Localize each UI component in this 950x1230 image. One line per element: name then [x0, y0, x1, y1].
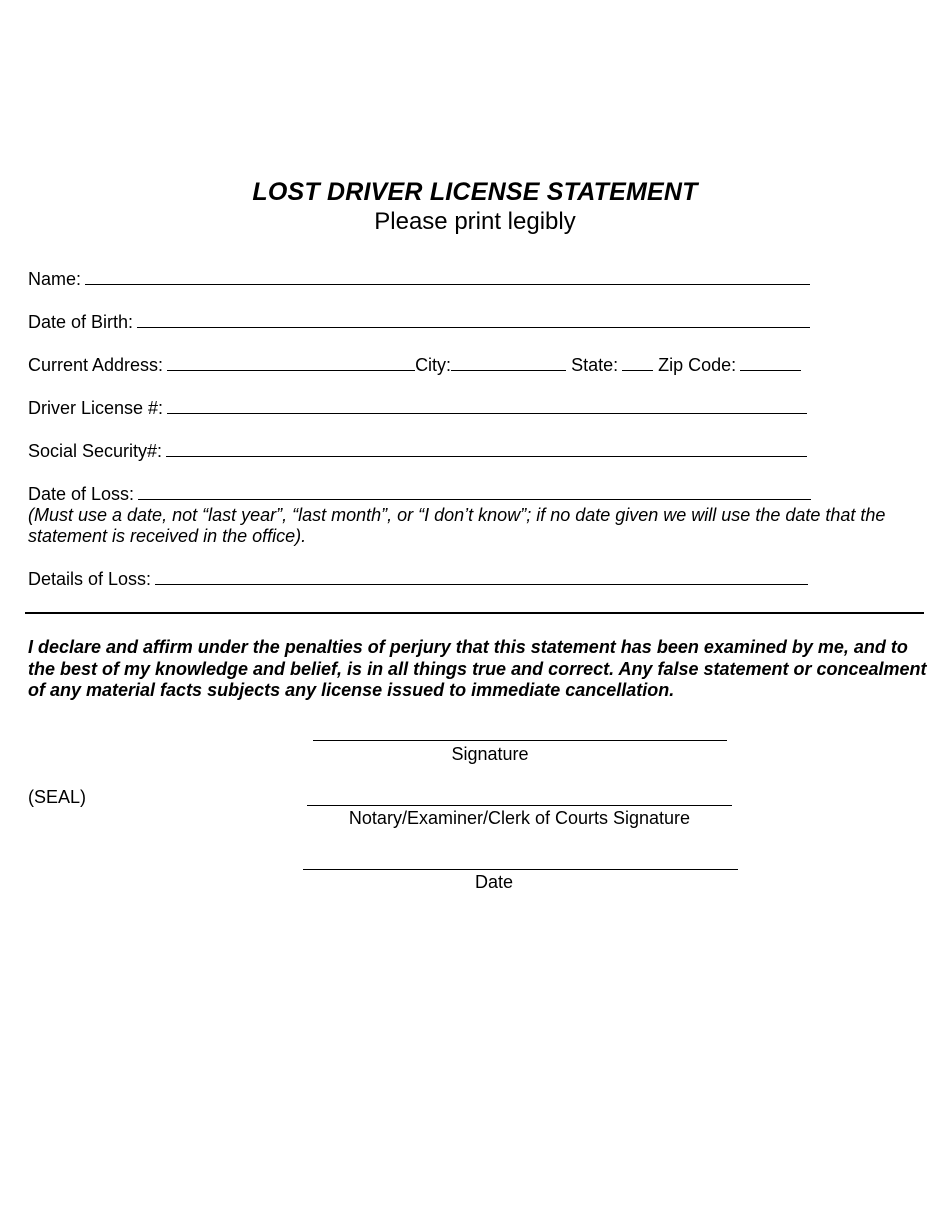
- form-title: LOST DRIVER LICENSE STATEMENT: [252, 178, 698, 206]
- notary-signature-label: Notary/Examiner/Clerk of Courts Signature: [348, 808, 691, 828]
- zip-label: Zip Code:: [658, 355, 737, 375]
- signature-label: Signature: [451, 744, 529, 764]
- perjury-declaration: I declare and affirm under the penalties of perjury that this statement has been examined by me, and to the best of my knowledge and belief, is in all things true and correct. Any false statement or concealment of any material facts subjects any license issued to immediate cancellation.: [28, 637, 927, 700]
- city-label: City:: [415, 355, 452, 375]
- date-signature-label: Date: [474, 872, 514, 892]
- address-row: [28, 354, 801, 376]
- details-field[interactable]: [155, 568, 808, 585]
- address-label: Current Address:: [28, 355, 164, 375]
- address-field[interactable]: [167, 354, 415, 371]
- zip-field[interactable]: [740, 354, 801, 371]
- form-subtitle: Please print legibly: [374, 208, 576, 235]
- city-field[interactable]: [451, 354, 566, 371]
- dob-label: Date of Birth:: [28, 312, 134, 332]
- date-of-loss-label: Date of Loss:: [28, 484, 135, 504]
- date-signature-line[interactable]: [303, 869, 738, 870]
- license-field[interactable]: [167, 397, 807, 414]
- dob-field[interactable]: [137, 311, 810, 328]
- name-label: Name:: [28, 269, 82, 289]
- date-of-loss-note: (Must use a date, not “last year”, “last month”, or “I don’t know”; if no date given we will use the date that the statement is received in the office).: [28, 505, 886, 546]
- details-label: Details of Loss:: [28, 569, 152, 589]
- details-row: [28, 568, 808, 590]
- state-field[interactable]: [622, 354, 653, 371]
- seal-label: (SEAL): [28, 787, 87, 807]
- date-of-loss-field[interactable]: [138, 483, 811, 500]
- signature-line[interactable]: [313, 740, 727, 741]
- ssn-row: [28, 440, 807, 462]
- notary-signature-line[interactable]: [307, 805, 732, 806]
- dob-row: [28, 311, 810, 333]
- ssn-label: Social Security#:: [28, 441, 163, 461]
- state-label: State:: [571, 355, 619, 375]
- license-label: Driver License #:: [28, 398, 164, 418]
- date-of-loss-row: [28, 483, 811, 505]
- license-row: [28, 397, 807, 419]
- name-field[interactable]: [85, 268, 810, 285]
- ssn-field[interactable]: [166, 440, 807, 457]
- name-row: [28, 268, 810, 290]
- section-divider: [25, 612, 924, 614]
